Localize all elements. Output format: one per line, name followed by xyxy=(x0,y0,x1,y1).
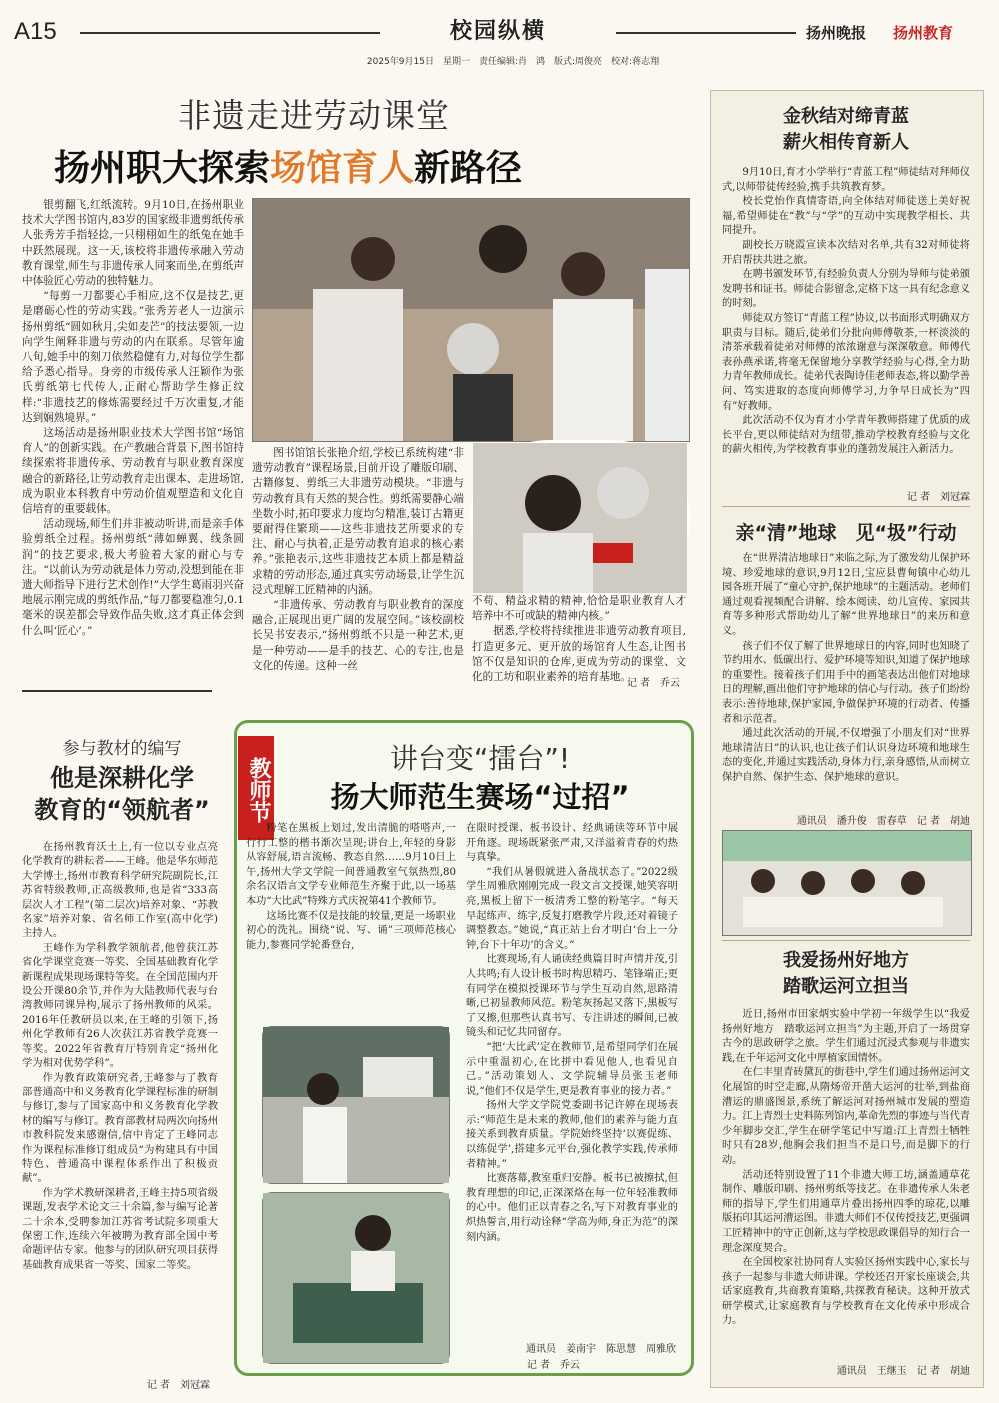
side-divider-1 xyxy=(722,506,970,507)
brand-left-logo: 扬州晚报 xyxy=(806,24,867,42)
header-rule xyxy=(80,32,380,34)
lead-para: 活动现场,师生们并非被动听讲,而是亲手体验剪纸全过程。扬州剪纸“薄如蝉翼、线条圆润”的技艺要求,极大考验着大家的耐心与专注。“以前认为劳动就是体力劳动,没想到能在非遗大师指导下进行艺术创作!”大学生葛雨羽兴奋地展示刚完成的剪纸作品,“每刀都要稳准匀,0.1毫米的误差都会导致作品失败,这才真正体会到什么叫‘匠心’。” xyxy=(22,518,244,637)
feature-para: 这场比赛不仅是技能的较量,更是一场职业初心的洗礼。围绕“说、写、诵”三项师范核心能力,参赛同学轮番登台, xyxy=(246,910,456,951)
feature-para: 扬州大学文学院党委副书记许婷在现场表示:“师范生是未来的教师,他们的素养与能力直接关系到教育质量。学院始终坚持‘以赛促练、以练促学’,搭建多元平台,强化教学实践,传承师者精神。” xyxy=(466,1100,678,1170)
side2-photo xyxy=(722,830,972,936)
lead-byline: 记 者 乔云 xyxy=(626,678,680,689)
left-para: 作为学术教研深耕者,王峰主持5项省级课题,发表学术论文三十余篇,参与编写论著二十余本,受聘参加江苏省考试院多项重大保密工作,连续六年被聘为教育部全国中考命题评估专家。他参与的团队研究项目获得基础教育成果省一等奖、国家二等奖。 xyxy=(22,1186,218,1271)
left-para: 王峰作为学科教学领航者,他曾获江苏省化学课堂竞赛一等奖、全国基础教育化学新课程成果现场课特等奖。在全国范围内开设公开课80余节,并作为大陆教师代表与台湾教师同课异构,展示了扬州教师的风采。2016年任教研员以来,在王峰的引领下,扬州化学教师有26人次获江苏省教学竞赛一等奖。2022年省教育厅特别肯定“扬州化学为相对优势学科”。 xyxy=(22,941,218,1070)
left-para: 作为教育政策研究者,王峰参与了教育部普通高中和义务教育化学课程标准的研制与修订,参与了国家高中和义务教育化学教材的编写与修订。教育部教材局两次向扬州市教科院发来感谢信,信中肯定了王峰同志作为课程标准修订组成员“为构建具有中国特色、普通高中课程体系作出了积极贡献”。 xyxy=(22,1071,218,1185)
side1-para: 师徒双方签订“青蓝工程”协议,以书面形式明确双方职责与目标。随后,徒弟们分批向师傅敬茶,一杯淡淡的清茶承载着徒弟对师傅的浓浓谢意与深深敬意。师傅代表孙燕承诺,将毫无保留地分享教学经验与心得,全力助力青年教师成长。徒弟代表陶诗佳老师表态,将以勤学善问、笃实进取的态度向师傅学习,力争早日成长为“四有”好教师。 xyxy=(722,312,970,412)
left-title-line1: 他是深耕化学 xyxy=(50,764,194,792)
side2-para: 在“世界清洁地球日”来临之际,为了激发幼儿保护环境、珍爱地球的意识,9月12日,宝应县曹甸镇中心幼儿园各班开展了“童心守护,保护地球”的主题活动。老师们通过观看视频配合讲解、绘本阅读、幼儿宣传、家园共育等多种形式帮助幼儿了解“世界地球日”的来历和意义。 xyxy=(722,553,970,637)
left-byline: 记 者 刘冠霖 xyxy=(146,1380,210,1391)
side-divider-2 xyxy=(722,940,970,941)
feature-para: 粉笔在黑板上划过,发出清脆的嗒嗒声,一行行工整的楷书渐次呈现;讲台上,年轻的身影从容舒展,语言流畅、教态自然……9月10日上午,扬州大学文学院一间普通教室气氛热烈,80余名汉语言文学专业师范生齐聚于此,以一场基本功“大比武”特殊方式庆祝第41个教师节。 xyxy=(246,823,456,907)
side3-para: 在仁丰里青砖黛瓦的街巷中,学生们通过扬州运河文化展馆的时空走廊,从隋炀帝开凿大运河的壮举,到盐商漕运的鼎盛图景,系统了解运河对扬州城市发展的塑造力。江上青烈士史料陈列馆内,革命先烈的事迹与当代青少年脚步交汇,学生在研学笔记中写道:江上青烈士牺牲时只有28岁,他胸会我们担当不是口号,而是脚下的行动。 xyxy=(722,1067,970,1166)
feature-photo-top xyxy=(262,1026,450,1184)
side1-para: 副校长万晓霞宣读本次结对名单,共有32对师徒将开启帮扶共进之旅。 xyxy=(722,239,970,266)
section-title: 校园纵横 xyxy=(449,19,546,44)
side3-byline: 通讯员 王继玉 记 者 胡迪 xyxy=(836,1366,970,1377)
side2-body xyxy=(722,552,970,808)
side2-byline: 通讯员 潘升俊 雷春草 记 者 胡迪 xyxy=(796,816,970,827)
brand-right-logo: 扬州教育 xyxy=(893,24,954,42)
feature-title xyxy=(280,740,680,816)
feature-byline-1: 通讯员 姜南宇 陈思慧 周雅欣 xyxy=(526,1344,676,1355)
side3-para: 近日,扬州市田家炳实验中学初一年级学生以“我爱扬州好地方 踏歌运河立担当”为主题,开启了一场贯穿古今的思政研学之旅。学生们通过沉浸式参观与非遗实践,在千年运河文化中厚植家国情怀。 xyxy=(722,1009,970,1064)
lead-para: “非遗传承、劳动教育与职业教育的深度融合,正展现出更广阔的发展空间。”该校副校长吴书安表示,“扬州剪纸不只是一种艺术,更是一种劳动——是手的技艺、心的专注,也是文化的传递。这种一丝 xyxy=(252,599,464,672)
lead-column-2 xyxy=(252,446,464,684)
lead-para: 图书馆馆长张艳介绍,学校已系统构建“非遗劳动教育”课程场景,目前开设了雕版印刷、古籍修复、剪纸三大非遗劳动模块。“非遗与劳动教育具有天然的契合性。剪纸需要静心端坐数小时,拓印要求力度均匀精准,装订古籍更要耐得住繁琐——这些非遗技艺所要求的专注、耐心与执着,正是劳动教育追求的核心素养。”张艳表示,这些非遗技艺本质上都是精益求精的劳动形态,通过真实劳动场景,让学生沉浸式理解工匠精神的内涵。 xyxy=(252,447,464,596)
lead-title-line1: 非遗走进劳动课堂 xyxy=(178,96,450,135)
feature-photo-bottom xyxy=(262,1192,450,1364)
feature-title-line2: 扬大师范生赛场“过招” xyxy=(330,780,630,814)
left-divider xyxy=(22,690,212,692)
lead-para: 据悉,学校将持续推进非遗劳动教育项目,打造更多元、更开放的场馆育人生态,让图书馆不仅是知识的仓库,更成为劳动的课堂、文化的工坊和职业素养的培育基地。 xyxy=(472,625,686,684)
side1-title-line2: 薪火相传育新人 xyxy=(783,132,909,153)
left-body xyxy=(22,840,218,1370)
section-banner xyxy=(380,14,616,50)
date-line: 2025年9月15日 星期一 责任编辑:肖 鸿 版式:周俊亮 校对:蒋志翔 xyxy=(366,57,660,67)
side3-title-line2: 踏歌运河立担当 xyxy=(783,976,909,997)
feature-column-2 xyxy=(466,822,678,1330)
left-title-line2: 教育的“领航者” xyxy=(34,796,210,824)
side2-para: 通过此次活动的开展,不仅增强了小朋友们对“世界地球清洁日”的认识,也让孩子们认识身边环境和地球生态的变化,并通过实践活动,身体力行,亲身感悟,从而树立保护自然、保护生态、保护地球的意识。 xyxy=(722,728,970,783)
feature-title-line1: 讲台变“擂台”! xyxy=(389,742,571,775)
feature-byline-2: 记 者 乔云 xyxy=(526,1360,580,1371)
feature-para: 比赛落幕,教室重归安静。板书已被擦拭,但教育理想的印记,正深深烙在每一位年轻准教师的心中。他们正以青春之名,写下对教育事业的炽热誓言,用行动诠释“学高为师,身正为范”的深刻内涵。 xyxy=(466,1173,678,1243)
lead-title-suffix: 新路径 xyxy=(414,148,523,189)
feature-para: “我们从暑假就进入备战状态了。”2022级学生周雅欣刚刚完成一段文言文授课,她笑容明亮,黑板上留下一板清秀工整的粉笔字。“每天早起练声、练字,反复打磨教学片段,还对着镜子调整教态。”她说,“真正站上台才明白‘台上一分钟,台下十年功’的含义。” xyxy=(466,866,678,951)
lead-circle-photo xyxy=(470,440,690,596)
side1-title xyxy=(710,104,982,156)
side2-title: 亲“清”地球 见“圾”行动 xyxy=(735,522,957,544)
side1-body xyxy=(722,166,970,486)
side3-title xyxy=(710,948,982,1000)
side3-para: 在全国校家社协同育人实验区扬州实践中心,家长与孩子一起参与非遗大师讲课。学校还召开家长座谈会,共话家庭教育,共商教育策略,共探教育秘诀。这种开放式研学模式,让家庭教育与学校教育在文化传承中形成合力。 xyxy=(722,1257,970,1327)
feature-column-1 xyxy=(246,822,456,1018)
side1-title-line1: 金秋结对缔青蓝 xyxy=(783,106,909,127)
lead-title-prefix: 扬州职大探索 xyxy=(54,148,271,189)
feature-badge: 教师节 xyxy=(238,736,274,840)
lead-para: 不苟、精益求精的精神,恰恰是职业教育人才培养中不可或缺的精神内核。” xyxy=(472,595,686,623)
left-title xyxy=(22,762,222,826)
side3-para: 活动还特别设置了11个非遗大师工坊,涵盖通草花制作、雕版印刷、扬州剪纸等技艺。在非遗传承人朱老师的指导下,学生们用通草片叠出扬州四季的琼花,以雕版拓印其运河漕运图。非遗大师们不仅传授技艺,更强调工匠精神中的守正创新,这与学校思政课倡导的知行合一理念深度契合。 xyxy=(722,1169,970,1254)
lead-title-highlight: 场馆育人 xyxy=(270,148,415,189)
feature-para: “把‘大比武’定在教师节,是希望同学们在展示中重温初心,在比拼中看见他人,也看见自己。”活动策划人、文学院辅导员张玉老师说,“他们不仅是学生,更是教育事业的接力者。” xyxy=(466,1041,678,1097)
side1-para: 校长党怡作真情寄语,向全体结对师徒送上美好祝福,希望师徒在“教”与“学”的互动中实现教学相长、共同提升。 xyxy=(722,196,970,237)
lead-main-photo xyxy=(252,198,690,442)
side1-byline: 记 者 刘冠霖 xyxy=(906,492,970,503)
side3-body xyxy=(722,1008,970,1358)
header-rule-right xyxy=(616,32,796,34)
page-number: A15 xyxy=(14,18,57,45)
lead-column-1 xyxy=(22,198,244,684)
left-kicker: 参与教材的编写 xyxy=(62,739,182,759)
side2-para: 孩子们不仅了解了世界地球日的内容,同时也知晓了节约用水、低碳出行、爱护环境等知识,知道了保护地球的重要性。接着孩子们用手中的画笔表达出他们对地球日的理解,画出他们守护地球的信心与行动。孩子们纷纷表示:善待地球,保护家园,争做保护环境的行动者、传播者和示范者。 xyxy=(722,640,970,725)
lead-para: “每剪一刀都要心手相应,这不仅是技艺,更是磨砺心性的劳动实践。”张秀芳老人一边演示扬州剪纸“圆如秋月,尖如麦芒”的技法要领,一边向学生阐释非遗与劳动的内在联系。尽管年逾八旬,她手中的刻刀依然稳健有力,对每位学生都给予悉心指导。身旁的市级传承人汪颖作为张氏剪纸第七代传人,正耐心帮助学生修正纹样:“非遗技艺的修炼需要经过千万次重复,才能达到娴熟境界。” xyxy=(22,290,244,424)
side1-para: 9月10日,育才小学举行“青蓝工程”师徒结对拜师仪式,以师带徒传经验,携手共筑教育梦。 xyxy=(722,167,970,193)
feature-para: 在限时授课、板书设计、经典诵读等环节中展开角逐。现场既紧张严肃,又洋溢着青春的灼热与真挚。 xyxy=(466,823,678,864)
feature-para: 比赛现场,有人诵读经典篇目时声情并茂,引人共鸣;有人设计板书时构思精巧、笔锋端正;更有同学在模拟授课环节与学生互动自然,思路清晰,已初显教师风范。粉笔灰扬起又落下,黑板写了又擦,但那些认真书写、专注讲述的瞬间,已被镜头和记忆共同留存。 xyxy=(466,954,678,1039)
side1-para: 此次活动不仅为育才小学青年教师搭建了优质的成长平台,更以师徒结对为纽带,推动学校教育经验与文化的薪火相传,为学校教育事业的蓬勃发展注入新活力。 xyxy=(722,415,970,456)
lead-para: 这场活动是扬州职业技术大学图书馆“场馆育人”的创新实践。在产教融合背景下,图书馆持续探索将非遗传承、劳动教育与职业教育深度融合的新路径,让劳动教育走出课本、走进场馆,成为职业本科教育中劳动价值观塑造和文化自信培育的重要载体。 xyxy=(22,427,244,516)
side3-title-line1: 我爱扬州好地方 xyxy=(783,950,909,971)
left-para: 在扬州教育沃土上,有一位以专业点亮化学教育的耕耘者——王峰。他是华东师范大学博士,扬州市教育科学研究院副院长,江苏省特级教师,正高级教师,也是省“333高层次人才工程”(第二层次)培养对象、“苏教名家”培养对象、省名师工作室(高中化学)主持人。 xyxy=(22,841,218,940)
lead-title-line2 xyxy=(54,140,694,191)
side1-para: 在聘书颁发环节,有经验负责人分别为导师与徒弟颁发聘书和证书。师徒合影留念,定格下这一具有纪念意义的时刻。 xyxy=(722,269,970,310)
lead-para: 银剪翻飞,红纸流转。9月10日,在扬州职业技术大学图书馆内,83岁的国家级非遗剪纸传承人张秀芳手指轻捻,一只栩栩如生的纸兔在她手中跃然展现。这一天,该校将非遗传承融入劳动教育课堂,师生与非遗传承人同案而坐,在剪纸声中体验匠心劳动的独特魅力。 xyxy=(22,199,244,288)
